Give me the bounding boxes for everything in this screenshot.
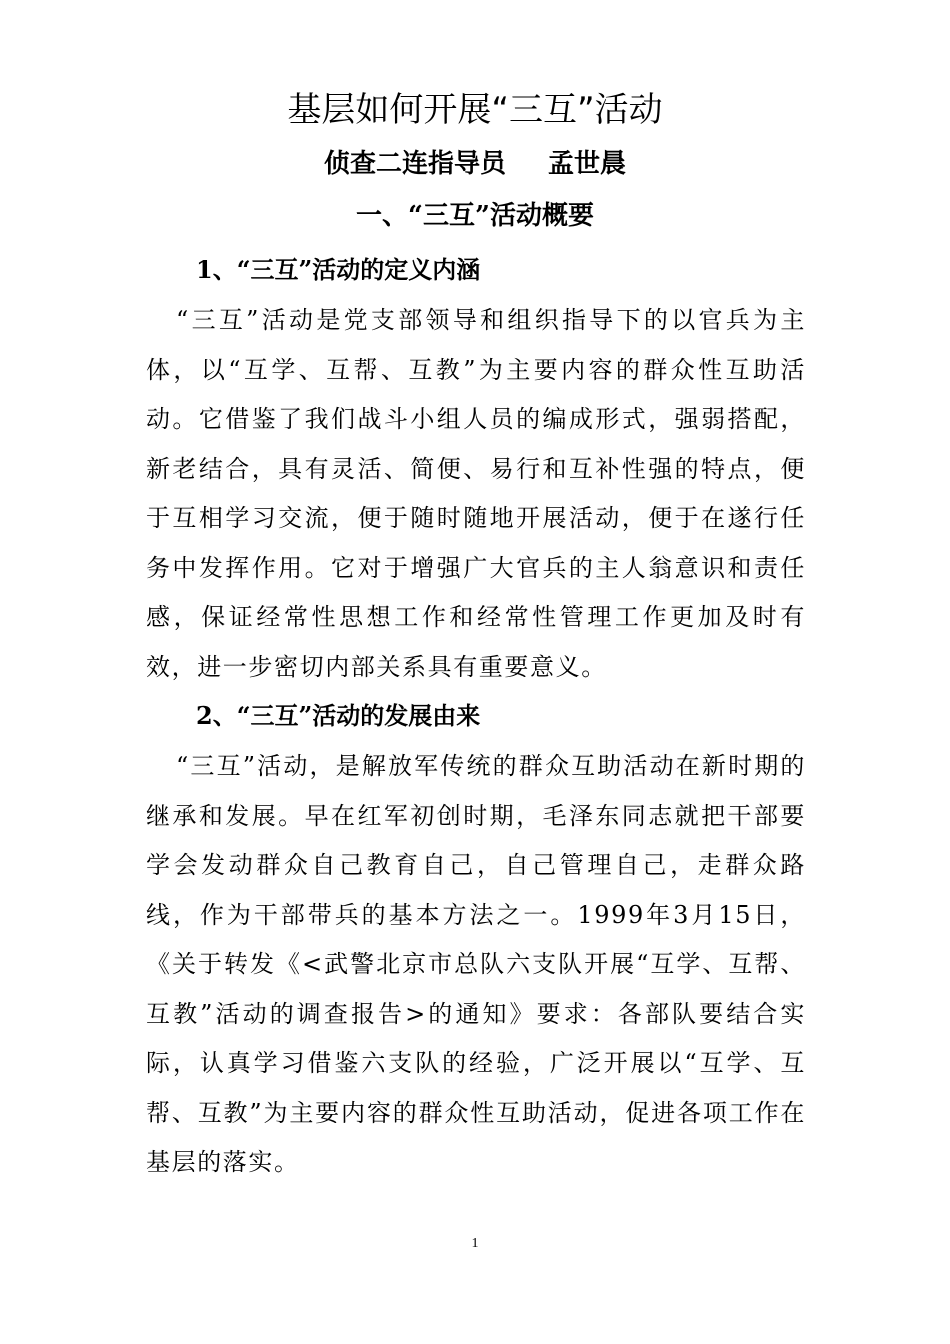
document-title: 基层如何开展“三互”活动 (287, 90, 663, 130)
subsection-heading-origin: 2、“三互”活动的发展由来 (196, 701, 481, 730)
author-name: 孟世晨 (548, 149, 627, 179)
paragraph-origin: “三互”活动，是解放军传统的群众互助活动在新时期的继承和发展。早在红军初创时期，毛泽东同志就把干部要学会发动群众自己教育自己，自己管理自己，走群众路线，作为干部带兵的基本方法之一。1999年3月15日，《关于转发《<武警北京市总队六支队开展“互学、互帮、互教”活动的调查报告>的通知》要求：各部队要结合实际，认真学习借鉴六支队的经验，广泛开展以“互学、互帮、互教”为主要内容的群众性互助活动，促进各项工作在基层的落实。 (146, 752, 806, 1176)
subsection-heading-definition: 1、“三互”活动的定义内涵 (196, 255, 481, 284)
author-role: 侦查二连指导员 (323, 149, 506, 179)
author-line (0, 140, 950, 188)
page-number: 1 (471, 1236, 479, 1251)
section-heading: 一、“三互”活动概要 (356, 201, 594, 231)
paragraph-definition: “三互”活动是党支部领导和组织指导下的以官兵为主体，以“互学、互帮、互教”为主要内容的群众性互助活动。它借鉴了我们战斗小组人员的编成形式，强弱搭配，新老结合，具有灵活、简便、易行和互补性强的特点，便于互相学习交流，便于随时随地开展活动，便于在遂行任务中发挥作用。它对于增强广大官兵的主人翁意识和责任感，保证经常性思想工作和经常性管理工作更加及时有效，进一步密切内部关系具有重要意义。 (146, 306, 806, 681)
